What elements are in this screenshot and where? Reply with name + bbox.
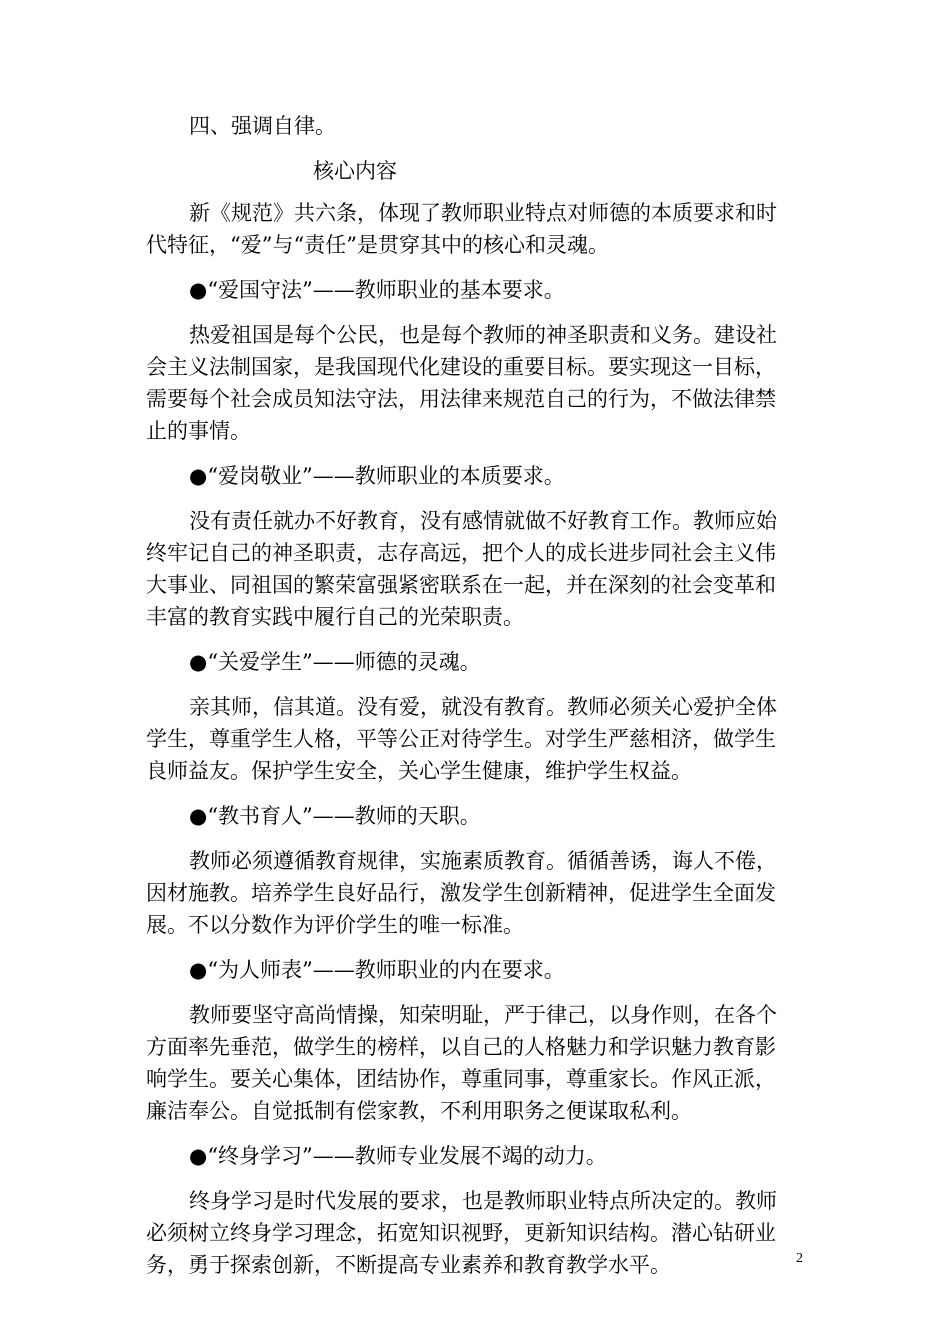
paragraph-line: 止的事情。: [146, 419, 251, 443]
bullet-heading-patriotism: ●“爱国守法”——教师职业的基本要求。: [189, 278, 565, 302]
paragraph-line: 必须树立终身学习理念，拓宽知识视野，更新知识结构。潜心钻研业: [146, 1221, 776, 1245]
paragraph-lifelong-learning: [146, 1185, 810, 1281]
paragraph-line: 教师要坚守高尚情操，知荣明耻，严于律己，以身作则，在各个: [189, 1003, 777, 1027]
paragraph-line: 廉洁奉公。自觉抵制有偿家教，不利用职务之便谋取私利。: [146, 1099, 692, 1123]
paragraph-line: 亲其师，信其道。没有爱，就没有教育。教师必须关心爱护全体: [189, 695, 777, 719]
paragraph-line: 良师益友。保护学生安全，关心学生健康，维护学生权益。: [146, 759, 692, 783]
paragraph-dedication: [146, 505, 810, 633]
paragraph-line: 代特征，“爱”与“责任”是贯穿其中的核心和灵魂。: [146, 233, 609, 257]
bullet-heading-role-model: ●“为人师表”——教师职业的内在要求。: [189, 958, 565, 982]
paragraph-teaching: [146, 845, 810, 941]
paragraph-care-students: [146, 691, 810, 787]
paragraph-patriotism: [146, 319, 810, 447]
bullet-heading-lifelong-learning: ●“终身学习”——教师专业发展不竭的动力。: [189, 1144, 607, 1168]
paragraph-line: 因材施教。培养学生良好品行，激发学生创新精神，促进学生全面发: [146, 881, 776, 905]
paragraph-line: 终身学习是时代发展的要求，也是教师职业特点所决定的。教师: [189, 1189, 777, 1213]
bullet-heading-care-students: ●“关爱学生”——师德的灵魂。: [189, 650, 481, 674]
paragraph-line: 学生，尊重学生人格，平等公正对待学生。对学生严慈相济，做学生: [146, 727, 776, 751]
paragraph-line: 会主义法制国家，是我国现代化建设的重要目标。要实现这一目标，: [146, 355, 776, 379]
paragraph-line: 终牢记自己的神圣职责，志存高远，把个人的成长进步同社会主义伟: [146, 541, 776, 565]
paragraph-line: 大事业、同祖国的繁荣富强紧密联系在一起，并在深刻的社会变革和: [146, 573, 776, 597]
paragraph-role-model: [146, 999, 810, 1127]
paragraph-line: 没有责任就办不好教育，没有感情就做不好教育工作。教师应始: [189, 509, 777, 533]
paragraph-line: 展。不以分数作为评价学生的唯一标准。: [146, 913, 524, 937]
paragraph-line: 方面率先垂范，做学生的榜样，以自己的人格魅力和学识魅力教育影: [146, 1035, 776, 1059]
paragraph-line: 响学生。要关心集体，团结协作，尊重同事，尊重家长。作风正派，: [146, 1067, 776, 1091]
section-heading: 四、强调自律。: [189, 114, 336, 138]
core-heading: 核心内容: [313, 159, 397, 183]
page-content: [146, 110, 810, 1281]
page-number: 2: [796, 1251, 803, 1266]
paragraph-line: 热爱祖国是每个公民，也是每个教师的神圣职责和义务。建设社: [189, 323, 777, 347]
paragraph-line: 务，勇于探索创新，不断提高专业素养和教育教学水平。: [146, 1253, 671, 1277]
bullet-heading-teaching: ●“教书育人”——教师的天职。: [189, 804, 481, 828]
intro-paragraph: [146, 197, 810, 261]
paragraph-line: 丰富的教育实践中履行自己的光荣职责。: [146, 605, 524, 629]
paragraph-line: 新《规范》共六条，体现了教师职业特点对师德的本质要求和时: [189, 201, 777, 225]
paragraph-line: 教师必须遵循教育规律，实施素质教育。循循善诱，诲人不倦，: [189, 849, 777, 873]
bullet-heading-dedication: ●“爱岗敬业”——教师职业的本质要求。: [189, 464, 565, 488]
paragraph-line: 需要每个社会成员知法守法，用法律来规范自己的行为，不做法律禁: [146, 387, 776, 411]
